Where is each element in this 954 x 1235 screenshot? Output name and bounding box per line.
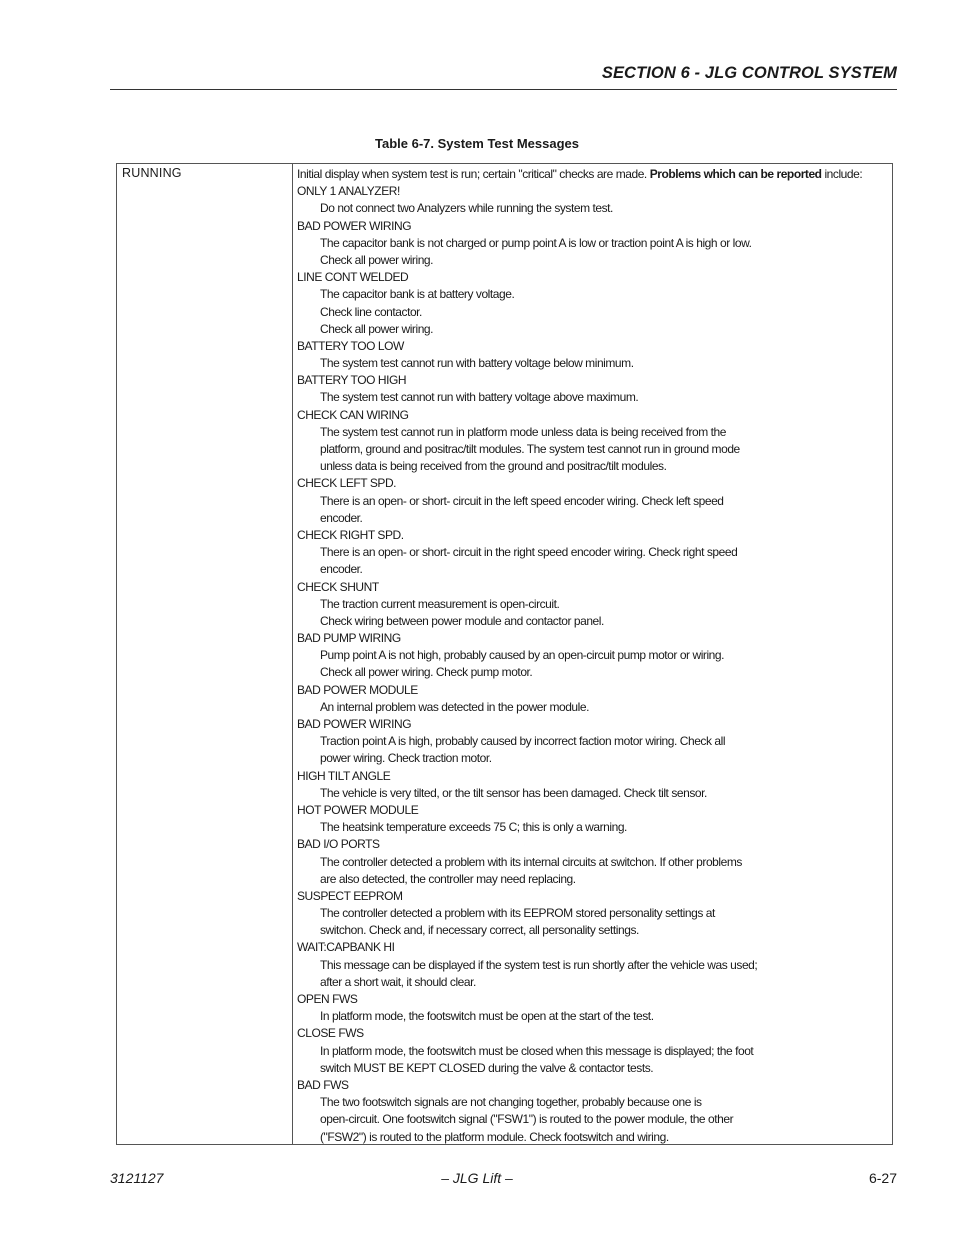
intro-tail-text: include: [821, 167, 863, 181]
message-description-line: switchon. Check and, if necessary correct, all personality settings. [320, 923, 639, 938]
section-title: SECTION 6 - JLG CONTROL SYSTEM [601, 64, 897, 82]
message-description-line: The controller detected a problem with its EEPROM stored personality settings at [320, 906, 715, 921]
message-description-line: The heatsink temperature exceeds 75 C; this is only a warning. [320, 820, 627, 835]
message-description-line: The two footswitch signals are not changing together, probably because one is [320, 1095, 702, 1110]
message-description-line: In platform mode, the footswitch must be open at the start of the test. [320, 1009, 654, 1024]
table-right-column [297, 166, 887, 1146]
message-description-line: unless data is being received from the ground and positrac/tilt modules. [320, 459, 667, 474]
message-description-line: Pump point A is not high, probably caused by an open-circuit pump motor or wiring. [320, 648, 725, 663]
message-description-line: Do not connect two Analyzers while running the system test. [320, 201, 613, 216]
message-description-line: This message can be displayed if the system test is run shortly after the vehicle was used; [320, 957, 758, 972]
message-code: LINE CONT WELDED [297, 270, 409, 285]
message-code: BAD POWER WIRING [297, 218, 412, 233]
message-code: BAD FWS [297, 1077, 349, 1092]
message-description-line: There is an open- or short- circuit in the left speed encoder wiring. Check left speed [320, 493, 724, 508]
footer-brand: – JLG Lift – [441, 1170, 513, 1186]
header-divider [110, 89, 897, 90]
message-code: HOT POWER MODULE [297, 802, 419, 817]
message-description-line: Check all power wiring. Check pump motor. [320, 665, 533, 680]
message-description-line: The vehicle is very tilted, or the tilt sensor has been damaged. Check tilt sensor. [320, 785, 707, 800]
message-description-line: An internal problem was detected in the power module. [320, 699, 589, 714]
intro-bold-text: Problems which can be reported [649, 167, 822, 181]
message-code: BAD POWER WIRING [297, 717, 412, 731]
message-code: OPEN FWS [297, 992, 358, 1006]
message-description-line: Check all power wiring. [320, 321, 434, 336]
message-code: CHECK LEFT SPD. [297, 476, 397, 491]
message-description-line: power wiring. Check traction motor. [320, 751, 492, 766]
table-left-column [117, 164, 293, 1144]
table-caption: Table 6-7. System Test Messages [374, 136, 579, 151]
message-description-line: platform, ground and positrac/tilt modules. The system test cannot run in ground mode [320, 442, 740, 456]
message-description-line: encoder. [320, 562, 363, 577]
message-code: CLOSE FWS [297, 1026, 364, 1041]
message-description-line: There is an open- or short- circuit in the right speed encoder wiring. Check right speed [320, 545, 738, 560]
message-description-line: Traction point A is high, probably caused by incorrect faction motor wiring. Check all [320, 734, 726, 749]
message-code: BAD PUMP WIRING [297, 631, 401, 646]
intro-text: Initial display when system test is run; certain "critical" checks are made. [297, 167, 650, 181]
message-description-line: The system test cannot run with battery voltage below minimum. [320, 356, 634, 371]
running-label: RUNNING [122, 166, 182, 180]
message-description-line: Check all power wiring. [320, 252, 434, 267]
message-description-line: Check line contactor. [320, 304, 422, 319]
message-code: CHECK CAN WIRING [297, 407, 409, 422]
message-code: BAD I/O PORTS [297, 837, 380, 852]
document-number: 3121127 [110, 1170, 164, 1186]
message-code: HIGH TILT ANGLE [297, 768, 391, 783]
message-description-line: are also detected, the controller may need replacing. [320, 871, 576, 886]
message-description-line: The system test cannot run in platform mode unless data is being received from the [320, 424, 726, 439]
message-code: CHECK RIGHT SPD. [297, 527, 404, 542]
message-description-line: Check wiring between power module and contactor panel. [320, 613, 604, 628]
message-description-line: encoder. [320, 510, 363, 525]
message-description-line: switch MUST BE KEPT CLOSED during the valve & contactor tests. [320, 1060, 654, 1075]
message-description-line: The capacitor bank is at battery voltage. [320, 287, 515, 302]
message-code: BAD POWER MODULE [297, 682, 418, 697]
message-description-line: The capacitor bank is not charged or pump point A is low or traction point A is high or low. [320, 235, 752, 250]
message-code: ONLY 1 ANALYZER! [297, 184, 400, 199]
message-description-line: The system test cannot run with battery voltage above maximum. [320, 390, 639, 405]
message-description-line: ("FSW2") is routed to the platform module. Check footswitch and wiring. [320, 1129, 669, 1144]
message-description-line: The traction current measurement is open-circuit. [320, 596, 560, 611]
message-description-line: The controller detected a problem with its internal circuits at switchon. If other problems [320, 854, 742, 869]
message-code: BATTERY TOO HIGH [297, 373, 407, 388]
message-description-line: open-circuit. One footswitch signal ("FSW1") is routed to the power module, the other [320, 1112, 734, 1127]
message-code: WAIT:CAPBANK HI [297, 940, 395, 955]
message-description-line: after a short wait, it should clear. [320, 974, 476, 989]
system-test-messages-table [116, 163, 893, 1145]
intro-line [297, 166, 887, 183]
message-code: BATTERY TOO LOW [297, 338, 404, 353]
page-number: 6-27 [868, 1170, 897, 1186]
message-description-line: In platform mode, the footswitch must be closed when this message is displayed; the foot [320, 1043, 754, 1058]
message-code: CHECK SHUNT [297, 579, 379, 594]
message-code: SUSPECT EEPROM [297, 888, 403, 903]
